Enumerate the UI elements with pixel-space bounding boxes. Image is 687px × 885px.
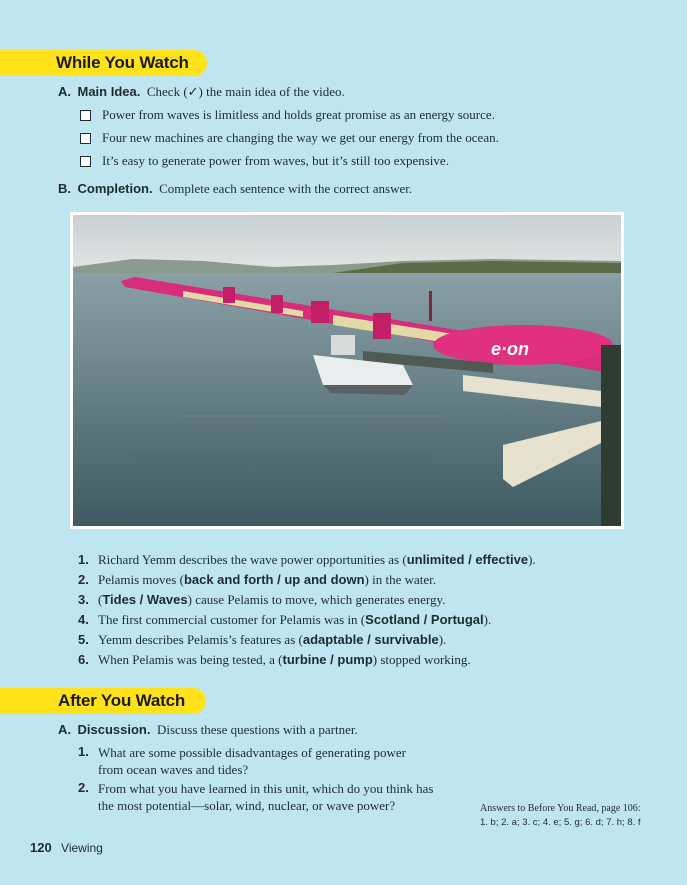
choice-a[interactable]: unlimited (406, 552, 465, 567)
checkbox[interactable] (80, 110, 91, 121)
option-3: It’s easy to generate power from waves, but it’s still too expensive. (80, 153, 449, 169)
completion-item-6: 6. When Pelamis was being tested, a (turbine / pump) stopped working. (78, 652, 471, 667)
choice-a[interactable]: Scotland (365, 612, 421, 627)
checkbox[interactable] (80, 156, 91, 167)
section-title: While You Watch (56, 53, 189, 72)
completion-item-4: 4. The first commercial customer for Pelamis was in (Scotland / Portugal). (78, 612, 492, 627)
section-banner-while-you-watch (0, 50, 207, 76)
section-title: After You Watch (58, 691, 186, 710)
option-1: Power from waves is limitless and holds great promise as an energy source. (80, 107, 495, 123)
choice-a[interactable]: Tides (102, 592, 137, 607)
completion-item-1: 1. Richard Yemm describes the wave power opportunities as (unlimited / effective). (78, 552, 536, 567)
section-name: Viewing (61, 841, 103, 855)
pelamis-illustration (73, 215, 621, 526)
choice-b[interactable]: effective (475, 552, 529, 567)
completion-item-3: 3. (Tides / Waves) cause Pelamis to move, which generates energy. (78, 592, 446, 607)
exercise-b-instruction: B. Completion. Complete each sentence with the correct answer. (58, 181, 413, 196)
section-banner-after-you-watch (0, 688, 206, 714)
option-2: Four new machines are changing the way we get our energy from the ocean. (80, 130, 499, 146)
choice-b[interactable]: Portugal (430, 612, 484, 627)
choice-b[interactable]: pump (337, 652, 373, 667)
eon-logo: e·on (491, 339, 529, 359)
page-footer (30, 840, 103, 855)
choice-b[interactable]: Waves (146, 592, 188, 607)
exercise-a-instruction: A. Main Idea. Check (✓) the main idea of the video. (58, 84, 345, 99)
discussion-question-2: 2. From what you have learned in this unit, which do you think has the most potential—solar, wind, nuclear, or wave power? (78, 780, 434, 813)
completion-item-5: 5. Yemm describes Pelamis’s features as (adaptable / survivable). (78, 632, 447, 647)
choice-b[interactable]: up and down (284, 572, 365, 587)
pelamis-photo (70, 212, 624, 529)
checkbox[interactable] (80, 133, 91, 144)
choice-b[interactable]: survivable (374, 632, 439, 647)
answer-key: Answers to Before You Read, page 106: 1. b; 2. a; 3. c; 4. e; 5. g; 6. d; 7. h; 8. f (480, 803, 641, 828)
choice-a[interactable]: adaptable (302, 632, 364, 647)
discussion-question-1: 1. What are some possible disadvantages of generating power from ocean waves and tides? (78, 744, 406, 777)
completion-item-2: 2. Pelamis moves (back and forth / up and down) in the water. (78, 572, 436, 587)
choice-a[interactable]: back and forth (183, 572, 274, 587)
discussion-instruction: A. Discussion. Discuss these questions with a partner. (58, 722, 358, 737)
page-number: 120 (30, 840, 52, 855)
choice-a[interactable]: turbine (282, 652, 327, 667)
